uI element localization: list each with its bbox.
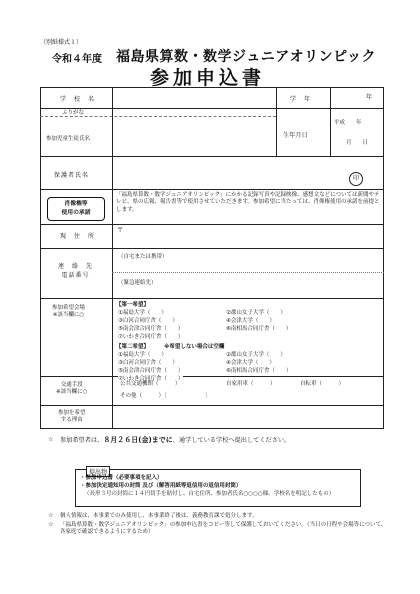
form-title: 参加申込書: [150, 67, 266, 89]
contact-label: 連 絡 先 電話番号: [58, 263, 94, 279]
venue-first-6[interactable]: ⑥南相馬合同庁舎（ ）: [226, 326, 292, 332]
student-name-input[interactable]: [113, 117, 275, 155]
row-divider: [40, 248, 384, 249]
copy-note: 「福島県算数・数学ジュニアオリンピック」の参加申込書をコピー等して保護しておいてください。（当日の日程や会場等について、各家庭で確認できるようにするため）: [60, 522, 387, 536]
address-input[interactable]: [113, 225, 383, 247]
furigana-label: ふりがな: [62, 110, 85, 116]
row-divider: [112, 272, 384, 273]
contact-home-label: （自宅または携帯）: [118, 254, 168, 260]
grade-label: 学 年: [290, 96, 312, 103]
deadline-note-post: 、通学している学校へ提出してください。: [172, 437, 291, 444]
row-divider: [40, 108, 384, 109]
transport-other[interactable]: その他（ ）〔 〕: [120, 393, 211, 399]
fiscal-year: 令和４年度: [52, 54, 102, 65]
submission-item-1: ・参加申込書（必要事項を記入）: [80, 475, 163, 481]
note-bullet: ☆: [48, 512, 54, 519]
venue-first-4[interactable]: ④会津大学（ ）: [226, 318, 275, 324]
venue-label: 参加希望会場 ※該当欄に○: [52, 305, 86, 319]
venue-first-5[interactable]: ⑤南会津合同庁舎（ ）: [118, 326, 184, 332]
address-label: 現 住 所: [60, 233, 96, 240]
venue-first-3[interactable]: ③白河合同庁舎（ ）: [118, 318, 178, 324]
venue-second-4[interactable]: ④会津大学（ ）: [226, 360, 275, 366]
postal-mark: 〒: [117, 227, 124, 234]
reason-label: 参加を希望 する理由: [58, 410, 86, 424]
contact-emergency-input[interactable]: [180, 276, 380, 296]
school-input[interactable]: [113, 88, 275, 107]
birth-month-day: 月 日: [346, 140, 369, 146]
reason-input[interactable]: [113, 406, 383, 428]
venue-second-7[interactable]: ⑦いわき合同庁舎（ ）: [118, 376, 184, 382]
guardian-name-input[interactable]: [113, 157, 343, 188]
venue-second-6[interactable]: ⑥南相馬合同庁舎（ ）: [226, 368, 292, 374]
note-bullet: ☆: [48, 521, 54, 528]
second-choice-heading: 【第二希望】: [116, 344, 150, 350]
guardian-label: 保護者氏名: [54, 172, 90, 179]
transport-public[interactable]: 公共交通機関（ ）: [120, 381, 181, 387]
venue-second-3[interactable]: ③白河合同庁舎（ ）: [118, 360, 178, 366]
submission-tag: 提出物: [86, 466, 110, 477]
deadline-note-pre: 参加希望者は、: [60, 437, 104, 444]
venue-second-2[interactable]: ②郡山女子大学（ ）: [226, 352, 286, 358]
venue-first-2[interactable]: ②郡山女子大学（ ）: [226, 310, 286, 316]
transport-bike[interactable]: 自転車（ ）: [300, 381, 345, 387]
birthdate-label: 生年月日: [283, 132, 308, 139]
contact-emergency-label: （緊急連絡先）: [118, 280, 157, 286]
note-bullet: ☆: [48, 436, 54, 443]
second-choice-note: ※希望しない場合は空欄: [164, 344, 225, 350]
row-divider: [40, 298, 384, 299]
venue-second-1[interactable]: ①福島大学（ ）: [118, 352, 167, 358]
school-label: 学 校 名: [60, 96, 96, 103]
portrait-consent-text: 「福島県算数・数学ジュニアオリンピック」にかかる記録写真や記録映像、感想文などについては新聞やテレビ、県の広報、報告書等で使用させていただきます。参加希望に当たっては、肖像権使用の承諾を前提とします。: [116, 192, 380, 213]
student-name-label: 参加児童生徒氏名: [46, 136, 91, 142]
seal-mark: 印: [349, 172, 363, 186]
privacy-note: 個人情報は、本事業でのみ使用し、本事業終了後は、義務教育課で処分します。: [60, 513, 258, 519]
deadline-note: [60, 436, 390, 445]
first-choice-heading: 【第一希望】: [116, 302, 150, 308]
grade-input[interactable]: [331, 88, 364, 107]
row-divider: [40, 189, 384, 190]
contact-home-input[interactable]: [180, 252, 380, 270]
col-divider: [276, 87, 277, 156]
event-title: 福島県算数・数学ジュニアオリンピック: [116, 49, 377, 65]
submission-item-3: （長形３号の封筒に１４円切手を貼付し、自宅住所、参加者氏名○○○○様、学校名を明記したもの）: [84, 491, 335, 497]
submission-item-2: ・参加決定通知用の封筒 及び（解答用紙等返信用の返信用封筒）: [80, 483, 242, 489]
deadline-date: ８月２６日(金)までに: [103, 436, 173, 444]
venue-first-7[interactable]: ⑦いわき合同庁舎（ ）: [118, 334, 184, 340]
form-number: （別紙様式１）: [40, 39, 83, 46]
transport-car[interactable]: 自家用車（ ）: [226, 381, 276, 387]
venue-second-5[interactable]: ⑤南会津合同庁舎（ ）: [118, 368, 184, 374]
grade-unit: 年: [366, 94, 373, 101]
row-divider: [40, 376, 384, 377]
portrait-consent-box: 肖像権等 使用の承諾: [47, 197, 105, 221]
venue-first-1[interactable]: ①福島大学（ ）: [118, 310, 167, 316]
birth-year: 平成 年: [334, 120, 362, 126]
transport-label: 交通手段 ※該当欄に○: [56, 382, 88, 396]
